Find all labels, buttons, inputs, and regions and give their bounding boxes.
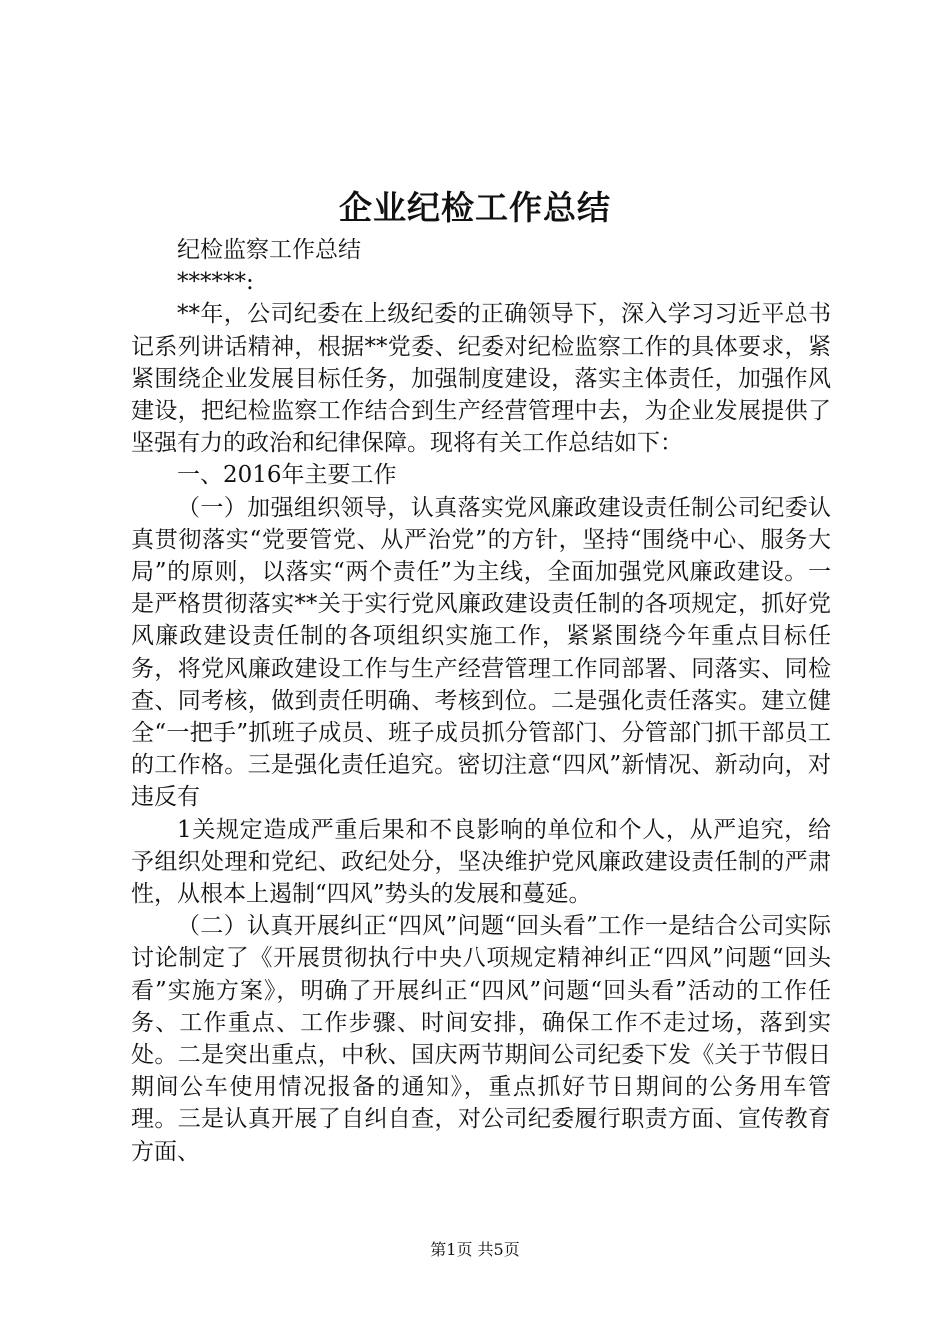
page-footer: 第1页 共5页 [430,1240,520,1259]
document-body [131,234,831,1168]
paragraph-section-one: （一）加强组织领导，认真落实党风廉政建设责任制公司纪委认真贯彻落实“党要管党、从严治党”的方针，坚持“围绕中心、服务大局”的原则，以落实“两个责任”为主线，全面加强党风廉政建设。一是严格贯彻落实**关于实行党风廉政建设责任制的各项规定，抓好党风廉政建设责任制的各项组织实施工作，紧紧围绕今年重点目标任务，将党风廉政建设工作与生产经营管理工作同部署、同落实、同检查、同考核，做到责任明确、考核到位。二是强化责任落实。建立健全“一把手”抓班子成员、班子成员抓分管部门、分管部门抓干部员工的工作格。三是强化责任追究。密切注意“四风”新情况、新动向，对违反有 [131,494,831,811]
paragraph-subtitle: 纪检监察工作总结 [177,237,361,263]
document-title: 企业纪检工作总结 [339,188,611,227]
paragraph-section-two: （二）认真开展纠正“四风”问题“回头看”工作一是结合公司实际讨论制定了《开展贯彻执行中央八项规定精神纠正“四风”问题“回头看”实施方案》，明确了开展纠正“四风”问题“回头看”活动的工作任务、工作重点、工作步骤、时间安排，确保工作不走过场，落到实处。二是突出重点，中秋、国庆两节期间公司纪委下发《关于节假日期间公车使用情况报备的通知》，重点抓好节日期间的公务用车管理。三是认真开展了自纠自查，对公司纪委履行职责方面、宣传教育方面、 [131,913,831,1165]
paragraph-salutation: ******: [177,269,254,296]
paragraph-continuation: 1关规定造成严重后果和不良影响的单位和个人，从严追究，给予组织处理和党纪、政纪处分，坚决维护党风廉政建设责任制的严肃性，从根本上遏制“四风”势头的发展和蔓延。 [131,816,831,908]
section-heading: 一、2016年主要工作 [177,462,397,489]
paragraph-intro: **年，公司纪委在上级纪委的正确领导下，深入学习习近平总书记系列讲话精神，根据**党委、纪委对纪检监察工作的具体要求，紧紧围绕企业发展目标任务，加强制度建设，落实主体责任，加强作风建设，把纪检监察工作结合到生产经营管理中去，为企业发展提供了坚强有力的政治和纪律保障。现将有关工作总结如下： [131,301,831,457]
